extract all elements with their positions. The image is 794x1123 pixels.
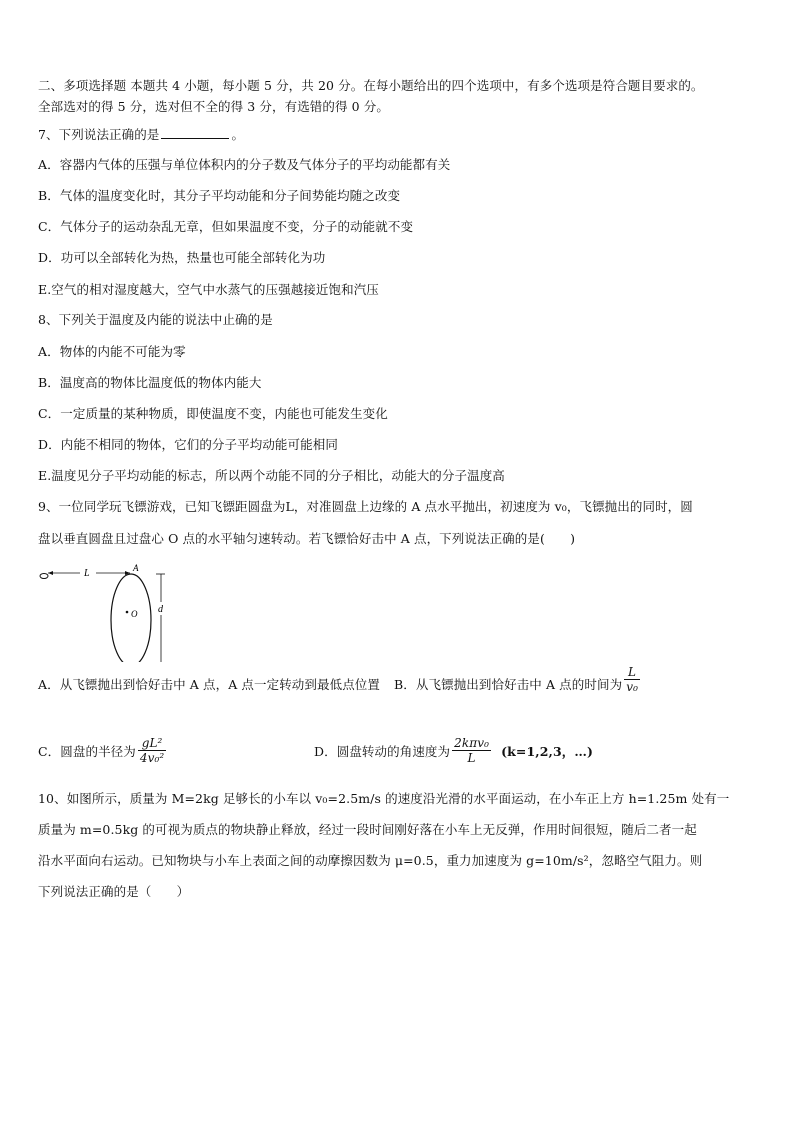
question-7-stem [38,126,244,143]
question-9-option-b-text: B．从飞镖抛出到恰好击中 A 点的时间为 [394,677,623,692]
question-8-stem: 8、下列关于温度及内能的说法中止确的是 [38,312,273,327]
question-7-option-e: E.空气的相对湿度越大，空气中水蒸气的压强越接近饱和汽压 [38,282,379,297]
question-9-option-a: A．从飞镖抛出到恰好击中 A 点，A 点一定转动到最低点位置 [38,677,381,692]
question-9-option-d-text: D．圆盘转动的角速度为 [314,744,451,759]
question-9-option-c [38,738,168,767]
question-10-stem-line-3: 沿水平面向右运动。已知物块与小车上表面之间的动摩擦因数为 μ=0.5，重力加速度为 g=10m/s²，忽略空气阻力。则 [38,853,703,868]
question-7-stem-text: 7、下列说法正确的是 [38,127,160,142]
fraction-radius: $\frac{\text{gL²}}{\text{4v₀²}}$ [139,736,165,765]
question-7-stem-end: 。 [231,127,245,142]
question-10-stem-line-4: 下列说法正确的是（ ） [38,884,190,899]
question-9-stem-line-2: 盘以垂直圆盘且过盘心 O 点的水平轴匀速转动。若飞镖恰好击中 A 点，下列说法正确的是( ) [38,531,576,546]
arrowhead-left [48,571,53,575]
section-instructions-line-1: 二、多项选择题 本题共 4 小题，每小题 5 分，共 20 分。在每小题给出的四个选项中，有多个选项是符合题目要求的。 [38,78,704,93]
question-8-option-a: A．物体的内能不可能为零 [38,344,186,359]
question-8-option-b: B．温度高的物体比温度低的物体内能大 [38,375,262,390]
fraction-l-over-v0: $\frac{L}{\text{v₀}}$ [626,665,638,694]
answer-blank [161,126,229,139]
question-9-option-d [314,738,593,767]
question-9-stem-line-1: 9、一位同学玩飞镖游戏，已知飞镖距圆盘为L，对准圆盘上边缘的 A 点水平抛出，初速度为 v₀，飞镖抛出的同时，圆 [38,499,693,514]
question-10-stem-line-1: 10、如图所示，质量为 M=2kg 足够长的小车以 v₀=2.5m/s 的速度沿光滑的水平面运动，在小车正上方 h=1.25m 处有一 [38,791,730,806]
question-9-option-d-k-values: (k=1,2,3，…) [501,744,593,759]
question-10-stem-line-2: 质量为 m=0.5kg 的可视为质点的物块静止释放，经过一段时间刚好落在小车上无反弹，作用时间很短，随后二者一起 [38,822,697,837]
question-7-option-c: C．气体分子的运动杂乱无章，但如果温度不变，分子的动能就不变 [38,219,414,234]
question-9-option-a-b [38,665,642,700]
question-7-option-b: B．气体的温度变化时，其分子平均动能和分子间势能均随之改变 [38,188,401,203]
label-O: O [131,609,138,619]
center-point-O [126,611,129,614]
question-8-option-c: C．一定质量的某种物质，即使温度不变，内能也可能发生变化 [38,406,388,421]
question-8-option-e: E.温度见分子平均动能的标志，所以两个动能不同的分子相比，动能大的分子温度高 [38,468,505,483]
label-d: d [158,604,163,615]
question-9-option-c-text: C．圆盘的半径为 [38,744,136,759]
question-7-option-a: A．容器内气体的压强与单位体积内的分子数及气体分子的平均动能都有关 [38,157,451,172]
dart-disc-diagram [36,562,176,662]
label-L: L [84,568,90,579]
section-instructions-line-2: 全部选对的得 5 分，选对但不全的得 3 分，有选错的得 0 分。 [38,99,389,114]
question-7-option-d: D．功可以全部转化为热，热量也可能全部转化为功 [38,250,326,265]
label-A: A [133,563,139,573]
fraction-angular-velocity: $\frac{\text{2kπv₀}}{L}$ [454,736,490,765]
dart-icon [40,574,48,579]
question-8-option-d: D．内能不相同的物体，它们的分子平均动能可能相同 [38,437,338,452]
